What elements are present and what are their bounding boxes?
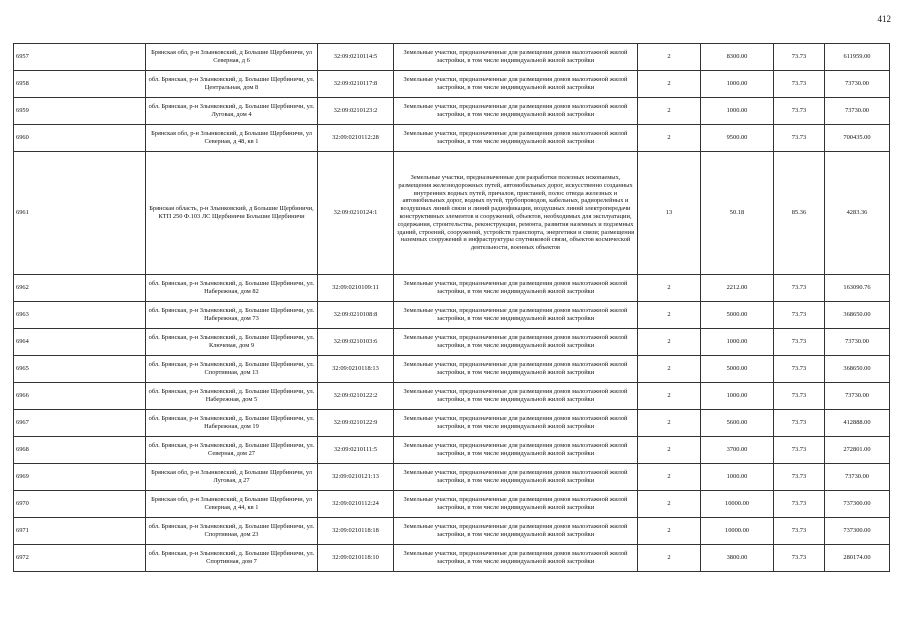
category-code-cell: 2 (638, 98, 701, 125)
area-cell: 9500.00 (701, 125, 774, 152)
permitted-use-cell: Земельные участки, предназначенные для размещения домов малоэтажной жилой застройки, в том числе индивидуальной жилой застройки (394, 98, 638, 125)
cadastral-value-cell: 280174.00 (825, 545, 890, 572)
permitted-use-cell: Земельные участки, предназначенные для размещения домов малоэтажной жилой застройки, в том числе индивидуальной жилой застройки (394, 464, 638, 491)
row-number-cell: 6968 (14, 437, 146, 464)
row-number-cell: 6971 (14, 518, 146, 545)
table-row (14, 545, 890, 572)
cadastral-number-cell: 32:09:0210123:2 (318, 98, 394, 125)
area-cell: 3800.00 (701, 545, 774, 572)
address-cell: обл. Брянская, р-н Злынковский, д. Большие Щербиничи, ул. Спортивная, дом 7 (146, 545, 318, 572)
cadastral-rate-cell: 73.73 (774, 44, 825, 71)
cadastral-rate-cell: 85.36 (774, 152, 825, 275)
address-cell: Брянская обл, р-н Злынковский, д Большие Щербиничи, ул Северная, д 48, кв 1 (146, 125, 318, 152)
cadastral-rate-cell: 73.73 (774, 383, 825, 410)
table-row (14, 491, 890, 518)
cadastral-value-cell: 73730.00 (825, 71, 890, 98)
cadastral-number-cell: 32:09:0210124:1 (318, 152, 394, 275)
area-cell: 3700.00 (701, 437, 774, 464)
row-number-cell: 6958 (14, 71, 146, 98)
row-number-cell: 6963 (14, 302, 146, 329)
cadastral-number-cell: 32:09:0210112:24 (318, 491, 394, 518)
cadastral-rate-cell: 73.73 (774, 356, 825, 383)
area-cell: 1000.00 (701, 383, 774, 410)
permitted-use-cell: Земельные участки, предназначенные для размещения домов малоэтажной жилой застройки, в том числе индивидуальной жилой застройки (394, 356, 638, 383)
cadastral-number-cell: 32:09:0210103:6 (318, 329, 394, 356)
cadastral-value-cell: 73730.00 (825, 98, 890, 125)
cadastral-rate-cell: 73.73 (774, 464, 825, 491)
category-code-cell: 2 (638, 437, 701, 464)
permitted-use-cell: Земельные участки, предназначенные для разработки полезных ископаемых, размещения железнодорожных путей, автомобильных дорог, искусственно созданных внутренних водных путей, причалов, пристаней, полос отвода железных и автомобильных дорог, водных путей, трубопроводов, кабельных, радиорелейных и воздушных линий связи и линий радиофикации, воздушных линий электропередачи конструктивных элементов и сооружений, объектов, необходимых для эксплуатации, содержания, строительства, реконструкции, ремонта, развития наземных и подземных зданий, строений, сооружений, устройств транспорта, энергетики и связи; размещения наземных сооружений и инфраструктуры спутниковой связи, объектов космической деятельности, военных объектов (394, 152, 638, 275)
cadastral-number-cell: 32:09:0210108:8 (318, 302, 394, 329)
table-row (14, 152, 890, 275)
table-row (14, 329, 890, 356)
permitted-use-cell: Земельные участки, предназначенные для размещения домов малоэтажной жилой застройки, в том числе индивидуальной жилой застройки (394, 44, 638, 71)
table-row (14, 410, 890, 437)
address-cell: обл. Брянская, р-н Злынковский, д. Большие Щербиничи, ул. Набережная, дом 82 (146, 275, 318, 302)
row-number-cell: 6967 (14, 410, 146, 437)
cadastral-rate-cell: 73.73 (774, 491, 825, 518)
cadastral-number-cell: 32:09:0210118:13 (318, 356, 394, 383)
address-cell: обл. Брянская, р-н Злынковский, д. Большие Щербиничи, ул. Набережная, дом 19 (146, 410, 318, 437)
table-row (14, 71, 890, 98)
category-code-cell: 2 (638, 518, 701, 545)
permitted-use-cell: Земельные участки, предназначенные для размещения домов малоэтажной жилой застройки, в том числе индивидуальной жилой застройки (394, 125, 638, 152)
permitted-use-cell: Земельные участки, предназначенные для размещения домов малоэтажной жилой застройки, в том числе индивидуальной жилой застройки (394, 410, 638, 437)
row-number-cell: 6964 (14, 329, 146, 356)
row-number-cell: 6957 (14, 44, 146, 71)
address-cell: Брянская обл, р-н Злынковский, д Большие Щербиничи, ул Северная, д 44, кв 1 (146, 491, 318, 518)
table-row (14, 275, 890, 302)
cadastral-rate-cell: 73.73 (774, 125, 825, 152)
cadastral-rate-cell: 73.73 (774, 545, 825, 572)
area-cell: 8300.00 (701, 44, 774, 71)
area-cell: 1000.00 (701, 329, 774, 356)
category-code-cell: 2 (638, 545, 701, 572)
category-code-cell: 2 (638, 410, 701, 437)
category-code-cell: 2 (638, 125, 701, 152)
table-row (14, 464, 890, 491)
cadastral-rate-cell: 73.73 (774, 410, 825, 437)
address-cell: обл. Брянская, р-н Злынковский, д. Большие Щербиничи, ул. Набережная, дом 5 (146, 383, 318, 410)
permitted-use-cell: Земельные участки, предназначенные для размещения домов малоэтажной жилой застройки, в том числе индивидуальной жилой застройки (394, 518, 638, 545)
area-cell: 1000.00 (701, 464, 774, 491)
cadastral-value-cell: 737300.00 (825, 518, 890, 545)
cadastral-number-cell: 32:09:0210112:28 (318, 125, 394, 152)
address-cell: Брянская область, р-н Злынковский, д Большие Щербиничи, КТП 250 Ф.103 ЛС Щербиничи Большие Щербиничи (146, 152, 318, 275)
cadastral-number-cell: 32:09:0210111:5 (318, 437, 394, 464)
cadastral-value-cell: 73730.00 (825, 329, 890, 356)
cadastral-rate-cell: 73.73 (774, 275, 825, 302)
area-cell: 2212.00 (701, 275, 774, 302)
table-row (14, 356, 890, 383)
row-number-cell: 6972 (14, 545, 146, 572)
area-cell: 50.18 (701, 152, 774, 275)
cadastral-rate-cell: 73.73 (774, 302, 825, 329)
permitted-use-cell: Земельные участки, предназначенные для размещения домов малоэтажной жилой застройки, в том числе индивидуальной жилой застройки (394, 302, 638, 329)
cadastral-rate-cell: 73.73 (774, 71, 825, 98)
page-number: 412 (877, 14, 891, 24)
permitted-use-cell: Земельные участки, предназначенные для размещения домов малоэтажной жилой застройки, в том числе индивидуальной жилой застройки (394, 329, 638, 356)
permitted-use-cell: Земельные участки, предназначенные для размещения домов малоэтажной жилой застройки, в том числе индивидуальной жилой застройки (394, 383, 638, 410)
category-code-cell: 2 (638, 464, 701, 491)
cadastral-value-cell: 611959.00 (825, 44, 890, 71)
category-code-cell: 2 (638, 302, 701, 329)
cadastral-rate-cell: 73.73 (774, 98, 825, 125)
table-row (14, 383, 890, 410)
cadastral-value-cell: 163090.76 (825, 275, 890, 302)
cadastral-number-cell: 32:09:0210118:10 (318, 545, 394, 572)
cadastral-number-cell: 32:09:0210114:5 (318, 44, 394, 71)
cadastral-number-cell: 32:09:0210117:8 (318, 71, 394, 98)
table-row (14, 437, 890, 464)
address-cell: обл. Брянская, р-н Злынковский, д. Большие Щербиничи, ул. Луговая, дом 4 (146, 98, 318, 125)
area-cell: 10000.00 (701, 518, 774, 545)
table-body (14, 44, 890, 572)
cadastral-value-cell: 73730.00 (825, 464, 890, 491)
address-cell: Брянская обл, р-н Злынковский, д Большие Щербиничи, ул Луговая, д 27 (146, 464, 318, 491)
table-row (14, 518, 890, 545)
row-number-cell: 6966 (14, 383, 146, 410)
cadastral-value-cell: 368650.00 (825, 302, 890, 329)
address-cell: обл. Брянская, р-н Злынковский, д. Большие Щербиничи, ул. Спортивная, дом 23 (146, 518, 318, 545)
area-cell: 10000.00 (701, 491, 774, 518)
row-number-cell: 6970 (14, 491, 146, 518)
cadastral-value-cell: 700435.00 (825, 125, 890, 152)
permitted-use-cell: Земельные участки, предназначенные для размещения домов малоэтажной жилой застройки, в том числе индивидуальной жилой застройки (394, 71, 638, 98)
address-cell: обл. Брянская, р-н Злынковский, д. Большие Щербиничи, ул. Ключевая, дом 9 (146, 329, 318, 356)
address-cell: Брянская обл, р-н Злынковский, д Большие Щербиничи, ул Северная, д 6 (146, 44, 318, 71)
area-cell: 1000.00 (701, 71, 774, 98)
category-code-cell: 2 (638, 356, 701, 383)
cadastral-number-cell: 32:09:0210122:9 (318, 410, 394, 437)
category-code-cell: 13 (638, 152, 701, 275)
table-row (14, 125, 890, 152)
category-code-cell: 2 (638, 71, 701, 98)
permitted-use-cell: Земельные участки, предназначенные для размещения домов малоэтажной жилой застройки, в том числе индивидуальной жилой застройки (394, 437, 638, 464)
area-cell: 5000.00 (701, 302, 774, 329)
row-number-cell: 6962 (14, 275, 146, 302)
category-code-cell: 2 (638, 329, 701, 356)
category-code-cell: 2 (638, 44, 701, 71)
cadastral-value-cell: 4283.36 (825, 152, 890, 275)
area-cell: 5600.00 (701, 410, 774, 437)
cadastral-number-cell: 32:09:0210121:13 (318, 464, 394, 491)
cadastral-number-cell: 32:09:0210122:2 (318, 383, 394, 410)
permitted-use-cell: Земельные участки, предназначенные для размещения домов малоэтажной жилой застройки, в том числе индивидуальной жилой застройки (394, 275, 638, 302)
address-cell: обл. Брянская, р-н Злынковский, д. Большие Щербиничи, ул. Центральная, дом 8 (146, 71, 318, 98)
land-registry-table (13, 43, 890, 572)
category-code-cell: 2 (638, 491, 701, 518)
area-cell: 5000.00 (701, 356, 774, 383)
address-cell: обл. Брянская, р-н Злынковский, д. Большие Щербиничи, ул. Спортивная, дом 13 (146, 356, 318, 383)
permitted-use-cell: Земельные участки, предназначенные для размещения домов малоэтажной жилой застройки, в том числе индивидуальной жилой застройки (394, 545, 638, 572)
address-cell: обл. Брянская, р-н Злынковский, д. Большие Щербиничи, ул. Северная, дом 27 (146, 437, 318, 464)
category-code-cell: 2 (638, 383, 701, 410)
category-code-cell: 2 (638, 275, 701, 302)
cadastral-rate-cell: 73.73 (774, 437, 825, 464)
cadastral-value-cell: 368650.00 (825, 356, 890, 383)
permitted-use-cell: Земельные участки, предназначенные для размещения домов малоэтажной жилой застройки, в том числе индивидуальной жилой застройки (394, 491, 638, 518)
cadastral-value-cell: 272801.00 (825, 437, 890, 464)
cadastral-number-cell: 32:09:0210118:18 (318, 518, 394, 545)
cadastral-value-cell: 73730.00 (825, 383, 890, 410)
cadastral-value-cell: 737300.00 (825, 491, 890, 518)
row-number-cell: 6965 (14, 356, 146, 383)
cadastral-rate-cell: 73.73 (774, 329, 825, 356)
cadastral-value-cell: 412888.00 (825, 410, 890, 437)
table-row (14, 44, 890, 71)
row-number-cell: 6969 (14, 464, 146, 491)
cadastral-number-cell: 32:09:0210109:11 (318, 275, 394, 302)
row-number-cell: 6960 (14, 125, 146, 152)
cadastral-rate-cell: 73.73 (774, 518, 825, 545)
row-number-cell: 6961 (14, 152, 146, 275)
table-row (14, 98, 890, 125)
table-row (14, 302, 890, 329)
area-cell: 1000.00 (701, 98, 774, 125)
address-cell: обл. Брянская, р-н Злынковский, д. Большие Щербиничи, ул. Набережная, дом 73 (146, 302, 318, 329)
row-number-cell: 6959 (14, 98, 146, 125)
